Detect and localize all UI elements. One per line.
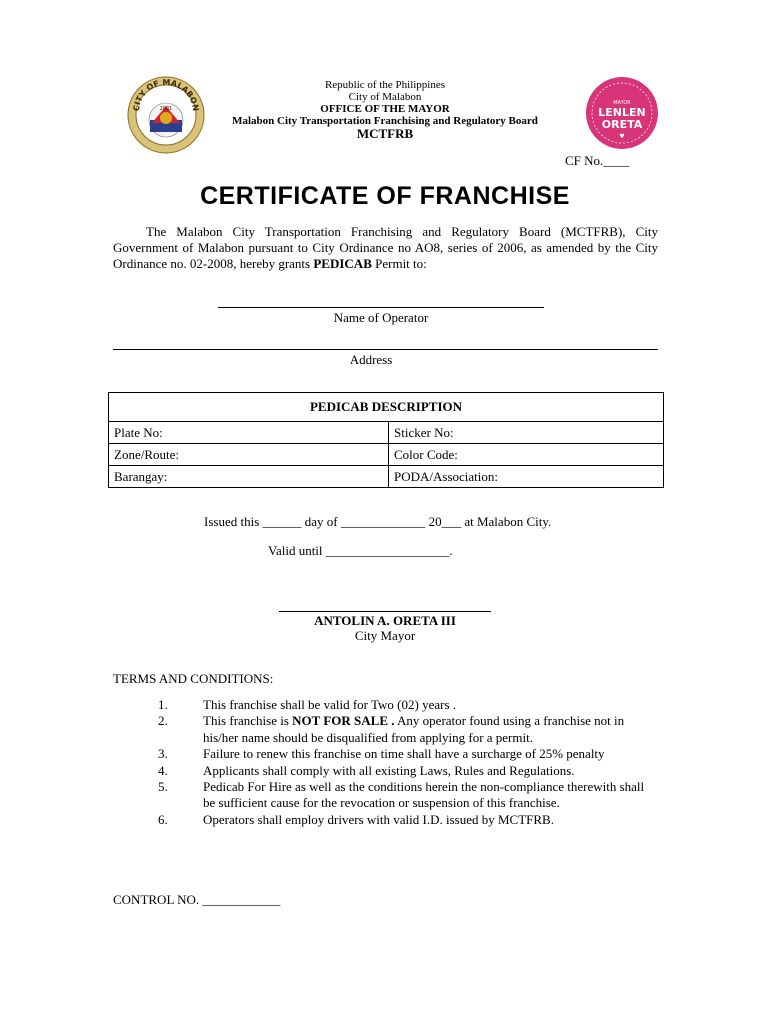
operator-name-line: [218, 307, 544, 308]
list-item: 4. Applicants shall comply with all existing Laws, Rules and Regulations.: [158, 762, 575, 778]
seal-year: 2001: [159, 106, 173, 112]
table-row: [109, 444, 664, 466]
zone-route-cell: Zone/Route:: [109, 444, 389, 466]
terms-list: [113, 697, 658, 828]
mayor-logo-icon: [585, 76, 659, 150]
color-code-cell: Color Code:: [389, 444, 664, 466]
terms-heading: TERMS AND CONDITIONS:: [113, 671, 274, 686]
valid-until-line: Valid until ___________________.: [268, 543, 453, 558]
issued-line: Issued this ______ day of _____________ 20___ at Malabon City.: [204, 514, 552, 529]
logo-name-2: ORETA: [601, 118, 643, 131]
operator-name-label: Name of Operator: [333, 310, 429, 325]
table-heading: PEDICAB DESCRIPTION: [109, 393, 664, 422]
list-item: 1. This franchise shall be valid for Two (02) years .: [158, 697, 456, 712]
vehicle-type: PEDICAB: [313, 256, 372, 271]
sticker-no-cell: Sticker No:: [389, 422, 664, 444]
logo-name-1: LENLEN: [598, 106, 646, 119]
header-abbr: MCTFRB: [356, 126, 414, 141]
header-city: City of Malabon: [348, 91, 422, 103]
header-office: OFFICE OF THE MAYOR: [320, 103, 450, 115]
heart-icon: ♥: [619, 133, 625, 140]
signatory-name: ANTOLIN A. ORETA III: [314, 613, 456, 628]
plate-no-cell: Plate No:: [109, 422, 389, 444]
header-republic: Republic of the Philippines: [324, 79, 446, 91]
document-title: CERTIFICATE OF FRANCHISE: [200, 182, 570, 210]
pedicab-description-table: [108, 392, 664, 488]
table-row: [109, 422, 664, 444]
intro-paragraph: [113, 224, 658, 272]
poda-association-cell: PODA/Association:: [389, 466, 664, 488]
intro-text: The Malabon City Transportation Franchising and Regulatory Board (MCTFRB), City Government of Malabon pursuant to City Ordinance no AO8, series of 2006, as amended by the City Ordinance no. 02-2008, hereby grants: [113, 224, 658, 271]
signatory-title: City Mayor: [354, 628, 416, 643]
list-item: 6. Operators shall employ drivers with valid I.D. issued by MCTFRB.: [158, 811, 554, 827]
barangay-cell: Barangay:: [109, 466, 389, 488]
header-board: Malabon City Transportation Franchising and Regulatory Board: [232, 115, 538, 127]
list-item: 5. Pedicab For Hire as well as the conditions herein the non-compliance therewith shall be sufficient cause for the revocation or suspension of this franchise.: [158, 779, 645, 811]
address-line: [113, 349, 658, 350]
cf-number: CF No.____: [565, 153, 630, 168]
intro-end: Permit to:: [371, 256, 427, 271]
address-label: Address: [349, 352, 393, 367]
city-seal-icon: [127, 76, 205, 154]
table-row: [109, 466, 664, 488]
logo-top: MAYOR: [613, 100, 631, 106]
list-item: 3. Failure to renew this franchise on time shall have a surcharge of 25% penalty: [158, 746, 605, 762]
list-item: 2. This franchise is NOT FOR SALE . Any operator found using a franchise not in his/her name should be disqualified from applying for a permit.: [158, 713, 625, 745]
seal-text: CITY OF MALABON: [131, 77, 201, 112]
control-number: CONTROL NO. ____________: [113, 892, 281, 907]
signature-line: [279, 611, 491, 612]
